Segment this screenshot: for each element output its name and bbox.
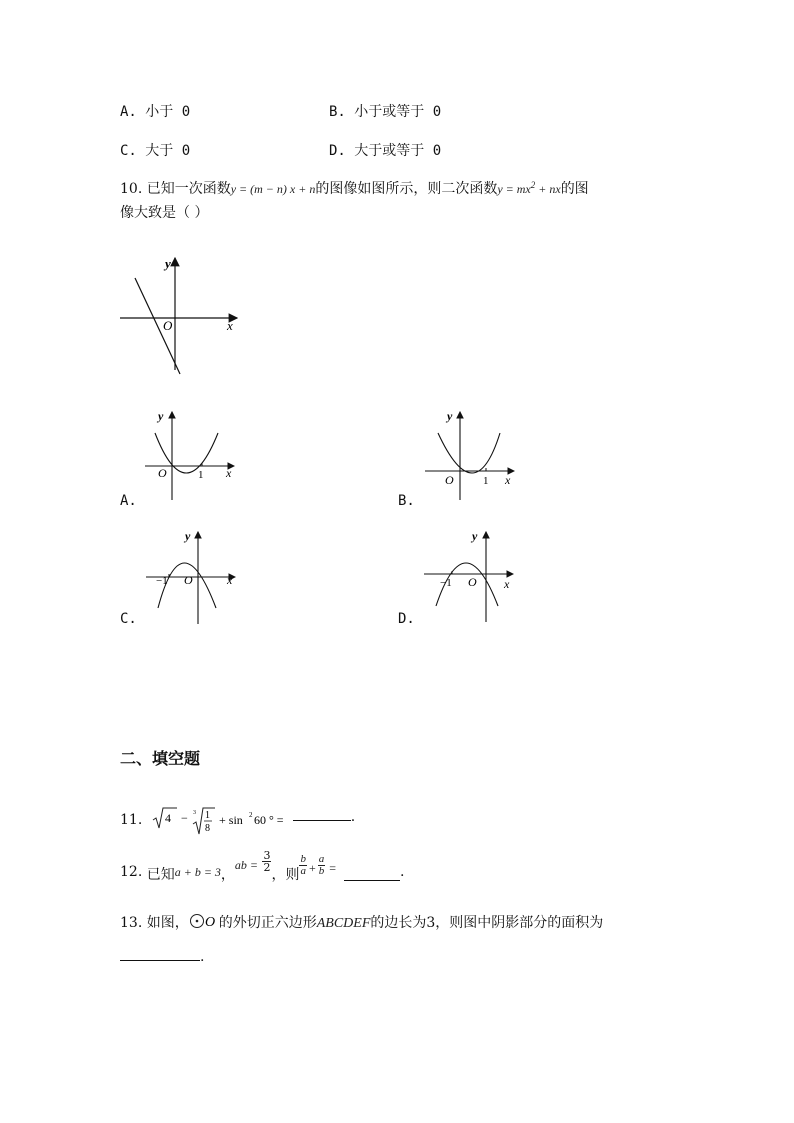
graph-option-a	[140, 408, 240, 503]
option-d	[329, 140, 441, 160]
question-text: 已知	[146, 867, 175, 883]
graph-option-c	[142, 528, 242, 628]
fraction-three-halves: $\frac{3}{2}$	[263, 849, 271, 874]
option-a	[120, 101, 190, 121]
question-number: 12.	[120, 864, 143, 880]
question-number: 10.	[120, 181, 143, 197]
question-number: 13.	[120, 915, 143, 931]
answer-blank[interactable]	[120, 946, 200, 961]
x-label: x	[227, 318, 233, 333]
q11-expression	[151, 806, 291, 836]
svg-text:O: O	[468, 575, 477, 589]
svg-text:60 ° =: 60 ° =	[253, 813, 284, 827]
hexagon-name: ABCDEF	[316, 916, 371, 931]
svg-text:O: O	[445, 473, 454, 487]
option-text: 大于 0	[145, 143, 191, 159]
question-text: 已知一次函数	[146, 181, 231, 197]
parabola	[438, 433, 500, 473]
question-12: 12. 已知a + b = 3，ab = $\frac{3}{2}$ ，则 $\frac{b}{a}$ + $\frac{a}{b}$ = .	[120, 849, 405, 883]
answer-blank[interactable]	[293, 806, 351, 821]
graph-option-d	[420, 528, 520, 628]
svg-text:1: 1	[483, 475, 489, 487]
svg-text:−1: −1	[156, 575, 168, 587]
linear-graph	[115, 250, 255, 380]
svg-text:O: O	[158, 466, 167, 480]
period: .	[350, 809, 356, 825]
circle-o-symbol	[189, 912, 219, 930]
svg-text:x: x	[504, 577, 510, 591]
option-d-label: D.	[398, 611, 415, 627]
linear-function: y = (m − n) x + n	[230, 182, 316, 196]
question-10-line1	[120, 178, 589, 198]
graph-option-b	[420, 408, 520, 503]
svg-text:y: y	[472, 529, 478, 543]
question-text: 的边长为3，则图中阴影部分的面积为	[370, 915, 604, 931]
fraction-b-over-a: $\frac{b}{a}$	[300, 853, 306, 877]
option-text: 小于或等于 0	[354, 104, 442, 120]
origin-label: O	[163, 318, 173, 333]
sum-expression: a + b = 3	[174, 865, 221, 879]
svg-text:3: 3	[192, 810, 196, 816]
answer-blank[interactable]	[344, 864, 400, 881]
period: .	[200, 949, 205, 965]
y-label: y	[165, 256, 171, 271]
question-text: 如图，	[146, 915, 189, 931]
question-text: 的图像如图所示，则二次函数	[315, 181, 498, 197]
option-letter: A.	[120, 104, 137, 120]
period: .	[400, 864, 405, 880]
quadratic-function: $y = mx^2$ + nx	[497, 180, 561, 196]
svg-text:y: y	[447, 409, 453, 423]
question-number: 11.	[120, 812, 143, 828]
option-a-label: A.	[120, 493, 137, 509]
svg-text:8: 8	[204, 823, 210, 834]
question-11	[120, 806, 355, 836]
svg-text:−: −	[180, 811, 188, 825]
option-letter: B.	[329, 104, 346, 120]
svg-text:1: 1	[198, 469, 204, 481]
section-title: 二、填空题	[120, 749, 201, 768]
linear-function-line	[135, 278, 180, 374]
svg-text:x: x	[227, 573, 233, 587]
svg-text:x: x	[505, 473, 511, 487]
question-13-line2	[120, 946, 204, 965]
option-b	[329, 101, 441, 121]
svg-text:O: O	[184, 573, 193, 587]
svg-text:x: x	[226, 466, 232, 480]
option-c	[120, 140, 190, 160]
option-text: 小于 0	[145, 104, 191, 120]
svg-text:y: y	[185, 529, 191, 543]
svg-text:y: y	[158, 409, 164, 423]
question-text: 的外切正六边形	[218, 915, 317, 931]
product-expression: ab =	[234, 858, 259, 872]
question-10-line2: 像大致是（ ）	[120, 205, 209, 221]
svg-text:O: O	[204, 915, 215, 930]
option-text: 大于或等于 0	[354, 143, 442, 159]
option-letter: C.	[120, 143, 137, 159]
svg-text:−1: −1	[440, 577, 452, 589]
question-13-line1	[120, 912, 603, 932]
option-b-label: B.	[398, 493, 415, 509]
svg-text:4: 4	[164, 811, 171, 825]
svg-text:2: 2	[248, 811, 253, 819]
question-text: 的图	[560, 181, 589, 197]
option-c-label: C.	[120, 611, 137, 627]
option-letter: D.	[329, 143, 346, 159]
svg-text:1: 1	[204, 810, 210, 821]
fraction-a-over-b: $\frac{a}{b}$	[318, 853, 325, 877]
svg-text:+ sin: + sin	[218, 813, 243, 827]
